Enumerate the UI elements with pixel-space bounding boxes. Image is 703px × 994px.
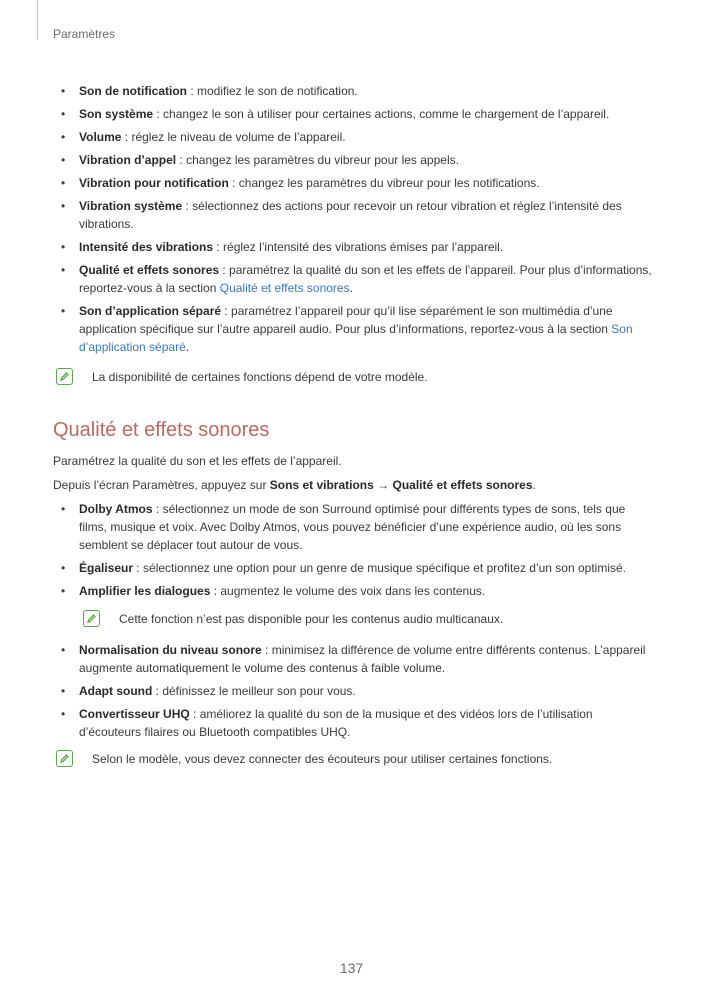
note-text: Cette fonction n’est pas disponible pour les contenus audio multicanaux. [119, 611, 504, 626]
list-item: • Vibration système : sélectionnez des actions pour recevoir un retour vibration et réglez l’intensité des vibrations. [61, 199, 622, 231]
list-item: • Son d’application séparé : paramétrez l’appareil pour qu’il lise séparément le son multimédia d’une application spécifique sur l’autre appareil audio. Pour plus d’informations, reportez-vous à la section Son d’application séparé. [61, 304, 633, 354]
list-item: • Normalisation du niveau sonore : minimisez la différence de volume entre différents contenus. L’appareil augmente automatiquement le volume des contenus à faible volume. [61, 643, 646, 675]
list-item: • Dolby Atmos : sélectionnez un mode de son Surround optimisé pour différents types de sons, tels que films, musique et voix. Avec Dolby Atmos, vous pouvez bénéficier d’une expérience audio, où les sons semblent se déplacer tout autour de vous. [61, 502, 626, 552]
section-intro: Paramétrez la qualité du son et les effets de l’appareil. [53, 454, 342, 468]
list-item: • Son système : changez le son à utiliser pour certaines actions, comme le chargement de l’appareil. [61, 107, 610, 121]
list-item: • Qualité et effets sonores : paramétrez la qualité du son et les effets de l’appareil. Pour plus d’informations, reportez-vous à la section Qualité et effets sonores. [61, 263, 652, 295]
list-item: • Égaliseur : sélectionnez une option pour un genre de musique spécifique et profitez d’un son optimisé. [61, 561, 627, 575]
navigation-path: Depuis l’écran Paramètres, appuyez sur Sons et vibrations → Qualité et effets sonores. [53, 478, 536, 492]
settings-list [53, 82, 653, 361]
section-link-separate-app-sound[interactable]: Son d’application séparé [79, 322, 633, 354]
list-item: • Convertisseur UHQ : améliorez la qualité du son de la musique et des vidéos lors de l’utilisation d’écouteurs filaires ou Bluetooth compatibles UHQ. [61, 707, 593, 739]
note-multichannel [83, 610, 503, 627]
list-item: • Amplifier les dialogues : augmentez le volume des voix dans les contenus. [61, 584, 486, 598]
list-item: • Son de notification : modifiez le son de notification. [61, 84, 358, 98]
note-pencil-icon [56, 368, 73, 385]
header-rule [37, 0, 38, 40]
audio-options-list-continued [53, 641, 653, 746]
header-title: Paramètres [53, 27, 116, 41]
note-pencil-icon [56, 750, 73, 767]
list-item: • Volume : réglez le niveau de volume de l’appareil. [61, 130, 346, 144]
section-link-audio-quality[interactable]: Qualité et effets sonores [219, 281, 350, 295]
note-text: La disponibilité de certaines fonctions dépend de votre modèle. [92, 369, 428, 384]
list-item: • Adapt sound : définissez le meilleur son pour vous. [61, 684, 356, 698]
audio-options-list [53, 500, 653, 605]
path-sounds-vibrations: Sons et vibrations [269, 478, 374, 492]
list-item: • Vibration d’appel : changez les paramètres du vibreur pour les appels. [61, 153, 459, 167]
note-earphones [56, 750, 552, 767]
note-pencil-icon [83, 610, 100, 627]
note-text: Selon le modèle, vous devez connecter des écouteurs pour utiliser certaines fonctions. [92, 751, 553, 766]
path-audio-quality: Qualité et effets sonores [392, 478, 533, 492]
list-item: • Vibration pour notification : changez les paramètres du vibreur pour les notifications. [61, 176, 540, 190]
list-item: • Intensité des vibrations : réglez l’intensité des vibrations émises par l’appareil. [61, 240, 504, 254]
page-number: 137 [339, 960, 364, 976]
note-availability [56, 368, 428, 385]
section-title: Qualité et effets sonores [53, 419, 270, 441]
